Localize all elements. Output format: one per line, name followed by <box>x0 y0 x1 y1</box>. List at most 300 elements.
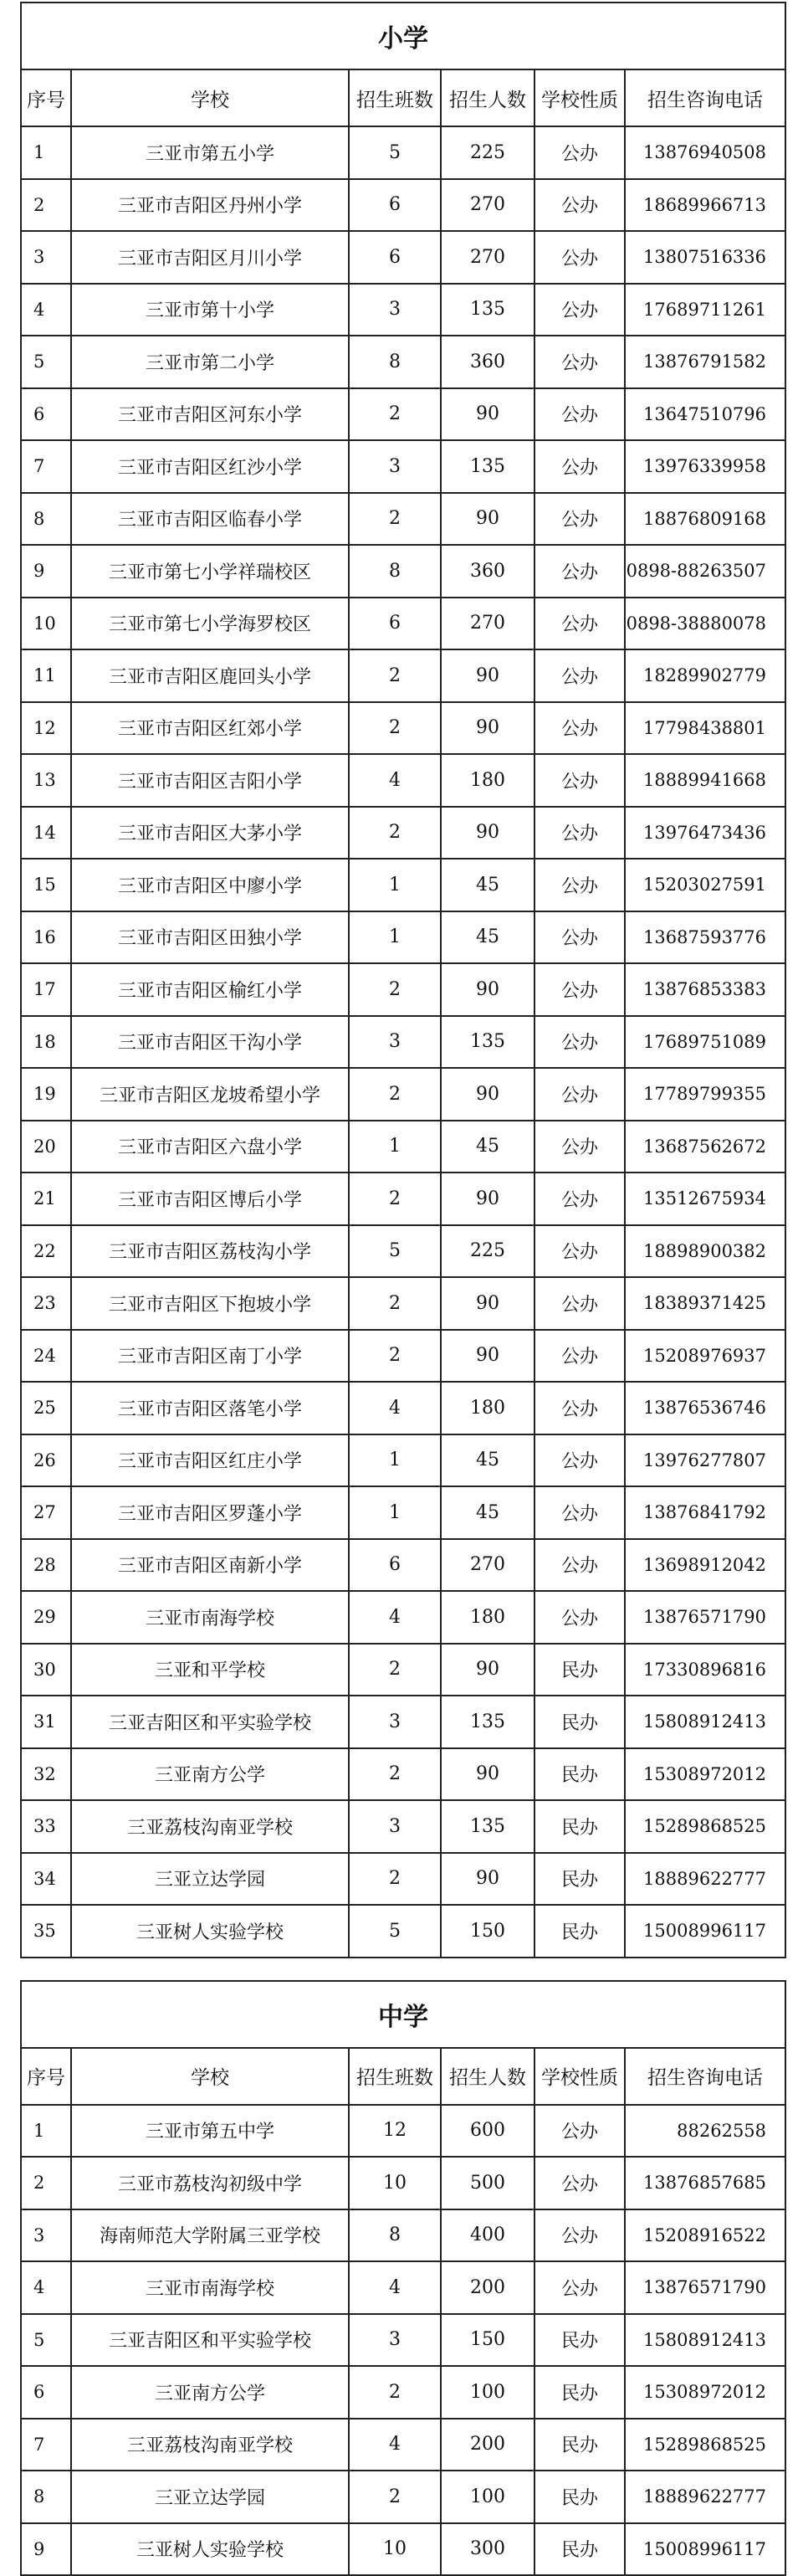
contact-phone: 18689966713 <box>625 179 785 232</box>
row-number: 9 <box>21 2523 71 2576</box>
school-type: 公办 <box>534 807 625 860</box>
header-cell: 学校 <box>71 69 349 126</box>
contact-phone: 17789799355 <box>625 1068 785 1121</box>
school-name: 三亚吉阳区和平实验学校 <box>71 1696 349 1748</box>
contact-phone: 13876857685 <box>625 2157 785 2209</box>
contact-phone: 13512675934 <box>625 1173 785 1225</box>
row-number: 4 <box>21 284 71 336</box>
school-type: 公办 <box>534 336 625 388</box>
primary-school-table <box>20 2 786 1958</box>
row-number: 4 <box>21 2261 71 2314</box>
contact-phone: 18389371425 <box>625 1277 785 1330</box>
class-count: 4 <box>349 2261 441 2314</box>
table-row <box>21 754 785 807</box>
contact-phone: 13647510796 <box>625 388 785 441</box>
class-count: 2 <box>349 1277 441 1330</box>
school-type: 公办 <box>534 231 625 284</box>
table-row <box>21 2314 785 2367</box>
contact-phone: 13876940508 <box>625 126 785 179</box>
contact-phone: 15808912413 <box>625 1696 785 1748</box>
contact-phone: 17689751089 <box>625 1016 785 1069</box>
school-name: 三亚南方公学 <box>71 2366 349 2419</box>
table-row <box>21 911 785 964</box>
student-count: 90 <box>441 1644 534 1696</box>
table-row <box>21 1434 785 1487</box>
row-number: 14 <box>21 807 71 860</box>
row-number: 17 <box>21 963 71 1016</box>
school-type: 公办 <box>534 1225 625 1278</box>
school-name: 三亚市吉阳区罗蓬小学 <box>71 1486 349 1539</box>
class-count: 6 <box>349 598 441 650</box>
school-type: 公办 <box>534 1330 625 1383</box>
school-type: 公办 <box>534 388 625 441</box>
class-count: 10 <box>349 2157 441 2209</box>
row-number: 5 <box>21 336 71 388</box>
table-row <box>21 284 785 336</box>
class-count: 4 <box>349 1382 441 1434</box>
row-number: 11 <box>21 649 71 702</box>
school-type: 公办 <box>534 1539 625 1592</box>
school-name: 三亚市吉阳区鹿回头小学 <box>71 649 349 702</box>
school-name: 三亚市第五中学 <box>71 2105 349 2158</box>
class-count: 2 <box>349 493 441 546</box>
class-count: 2 <box>349 388 441 441</box>
student-count: 270 <box>441 1539 534 1592</box>
school-type: 公办 <box>534 493 625 546</box>
school-type: 公办 <box>534 598 625 650</box>
school-name: 三亚和平学校 <box>71 1644 349 1696</box>
row-number: 6 <box>21 388 71 441</box>
table-row <box>21 859 785 911</box>
table-row <box>21 1905 785 1958</box>
school-name: 三亚树人实验学校 <box>71 1905 349 1958</box>
school-type: 民办 <box>534 2314 625 2367</box>
header-cell: 序号 <box>21 69 71 126</box>
school-name: 三亚立达学园 <box>71 2471 349 2523</box>
header-row <box>21 2048 785 2105</box>
student-count: 135 <box>441 1016 534 1069</box>
table-row <box>21 1853 785 1906</box>
table-row <box>21 807 785 860</box>
row-number: 27 <box>21 1486 71 1539</box>
row-number: 35 <box>21 1905 71 1958</box>
school-name: 三亚市吉阳区龙坡希望小学 <box>71 1068 349 1121</box>
student-count: 45 <box>441 1486 534 1539</box>
table-row <box>21 1225 785 1278</box>
school-type: 公办 <box>534 1173 625 1225</box>
row-number: 30 <box>21 1644 71 1696</box>
class-count: 3 <box>349 1696 441 1748</box>
school-type: 公办 <box>534 1486 625 1539</box>
student-count: 180 <box>441 1382 534 1434</box>
table-row <box>21 388 785 441</box>
student-count: 90 <box>441 1748 534 1801</box>
header-cell: 招生咨询电话 <box>625 69 785 126</box>
school-name: 三亚市第七小学祥瑞校区 <box>71 545 349 598</box>
class-count: 4 <box>349 2419 441 2471</box>
school-type: 公办 <box>534 1591 625 1644</box>
class-count: 4 <box>349 1591 441 1644</box>
student-count: 360 <box>441 545 534 598</box>
table-row <box>21 1591 785 1644</box>
table-row <box>21 1800 785 1853</box>
contact-phone: 13698912042 <box>625 1539 785 1592</box>
table-row <box>21 649 785 702</box>
school-name: 三亚市第二小学 <box>71 336 349 388</box>
class-count: 2 <box>349 1330 441 1383</box>
school-name: 三亚市荔枝沟初级中学 <box>71 2157 349 2209</box>
row-number: 5 <box>21 2314 71 2367</box>
row-number: 6 <box>21 2366 71 2419</box>
contact-phone: 15208976937 <box>625 1330 785 1383</box>
header-cell: 学校性质 <box>534 69 625 126</box>
enrollment-sheet <box>20 2 785 2576</box>
class-count: 3 <box>349 1016 441 1069</box>
school-name: 三亚市吉阳区月川小学 <box>71 231 349 284</box>
row-number: 3 <box>21 2209 71 2262</box>
class-count: 6 <box>349 1539 441 1592</box>
school-name: 三亚立达学园 <box>71 1853 349 1906</box>
section-spacer <box>20 1958 785 1980</box>
row-number: 2 <box>21 179 71 232</box>
student-count: 360 <box>441 336 534 388</box>
class-count: 2 <box>349 1644 441 1696</box>
contact-phone: 13876791582 <box>625 336 785 388</box>
school-name: 三亚市吉阳区红沙小学 <box>71 440 349 493</box>
school-type: 公办 <box>534 911 625 964</box>
student-count: 45 <box>441 859 534 911</box>
class-count: 1 <box>349 911 441 964</box>
contact-phone: 15808912413 <box>625 2314 785 2367</box>
header-cell: 学校性质 <box>534 2048 625 2105</box>
table-row <box>21 126 785 179</box>
class-count: 6 <box>349 231 441 284</box>
school-name: 三亚市吉阳区六盘小学 <box>71 1121 349 1173</box>
table-row <box>21 1016 785 1069</box>
table-row <box>21 1277 785 1330</box>
student-count: 90 <box>441 1853 534 1906</box>
school-type: 公办 <box>534 126 625 179</box>
student-count: 225 <box>441 1225 534 1278</box>
student-count: 90 <box>441 702 534 755</box>
contact-phone: 13976473436 <box>625 807 785 860</box>
class-count: 1 <box>349 1486 441 1539</box>
school-name: 三亚市第七小学海罗校区 <box>71 598 349 650</box>
class-count: 1 <box>349 859 441 911</box>
school-type: 公办 <box>534 1277 625 1330</box>
school-type: 公办 <box>534 1016 625 1069</box>
class-count: 3 <box>349 1800 441 1853</box>
class-count: 2 <box>349 2366 441 2419</box>
school-type: 公办 <box>534 649 625 702</box>
school-name: 三亚市吉阳区榆红小学 <box>71 963 349 1016</box>
row-number: 8 <box>21 493 71 546</box>
student-count: 90 <box>441 807 534 860</box>
school-type: 公办 <box>534 859 625 911</box>
school-name: 三亚市吉阳区大茅小学 <box>71 807 349 860</box>
school-name: 三亚市吉阳区丹州小学 <box>71 179 349 232</box>
class-count: 3 <box>349 440 441 493</box>
student-count: 90 <box>441 1277 534 1330</box>
class-count: 8 <box>349 2209 441 2262</box>
school-type: 民办 <box>534 1644 625 1696</box>
school-type: 民办 <box>534 2419 625 2471</box>
contact-phone: 18889941668 <box>625 754 785 807</box>
school-name: 三亚荔枝沟南亚学校 <box>71 2419 349 2471</box>
contact-phone: 13687562672 <box>625 1121 785 1173</box>
student-count: 45 <box>441 911 534 964</box>
school-name: 三亚市吉阳区吉阳小学 <box>71 754 349 807</box>
school-type: 公办 <box>534 963 625 1016</box>
header-cell: 招生班数 <box>349 2048 441 2105</box>
school-type: 民办 <box>534 2366 625 2419</box>
row-number: 15 <box>21 859 71 911</box>
school-name: 三亚市南海学校 <box>71 2261 349 2314</box>
school-name: 三亚市南海学校 <box>71 1591 349 1644</box>
school-type: 公办 <box>534 179 625 232</box>
student-count: 90 <box>441 388 534 441</box>
header-cell: 招生人数 <box>441 69 534 126</box>
table-row <box>21 2209 785 2262</box>
contact-phone: 18876809168 <box>625 493 785 546</box>
student-count: 135 <box>441 1696 534 1748</box>
header-cell: 招生人数 <box>441 2048 534 2105</box>
table-row <box>21 1486 785 1539</box>
row-number: 3 <box>21 231 71 284</box>
school-name: 三亚市吉阳区博后小学 <box>71 1173 349 1225</box>
school-name: 三亚市吉阳区红庄小学 <box>71 1434 349 1487</box>
table-row <box>21 2523 785 2576</box>
row-number: 20 <box>21 1121 71 1173</box>
table-row <box>21 1068 785 1121</box>
row-number: 24 <box>21 1330 71 1383</box>
contact-phone: 17330896816 <box>625 1644 785 1696</box>
class-count: 12 <box>349 2105 441 2158</box>
table-row <box>21 702 785 755</box>
school-type: 公办 <box>534 2105 625 2158</box>
table-row <box>21 2366 785 2419</box>
class-count: 4 <box>349 754 441 807</box>
school-type: 公办 <box>534 2209 625 2262</box>
row-number: 10 <box>21 598 71 650</box>
table-row <box>21 2157 785 2209</box>
table-row <box>21 963 785 1016</box>
student-count: 400 <box>441 2209 534 2262</box>
contact-phone: 15008996117 <box>625 2523 785 2576</box>
student-count: 135 <box>441 284 534 336</box>
class-count: 2 <box>349 1173 441 1225</box>
class-count: 6 <box>349 179 441 232</box>
school-name: 三亚市吉阳区红郊小学 <box>71 702 349 755</box>
table-row <box>21 179 785 232</box>
student-count: 90 <box>441 1330 534 1383</box>
school-type: 公办 <box>534 754 625 807</box>
contact-phone: 13876841792 <box>625 1486 785 1539</box>
row-number: 21 <box>21 1173 71 1225</box>
student-count: 180 <box>441 754 534 807</box>
row-number: 9 <box>21 545 71 598</box>
school-type: 民办 <box>534 1800 625 1853</box>
section-title: 中学 <box>21 1981 785 2048</box>
row-number: 1 <box>21 2105 71 2158</box>
class-count: 2 <box>349 702 441 755</box>
student-count: 150 <box>441 1905 534 1958</box>
school-name: 三亚树人实验学校 <box>71 2523 349 2576</box>
class-count: 2 <box>349 1853 441 1906</box>
contact-phone: 13807516336 <box>625 231 785 284</box>
class-count: 10 <box>349 2523 441 2576</box>
school-name: 三亚市吉阳区河东小学 <box>71 388 349 441</box>
row-number: 29 <box>21 1591 71 1644</box>
class-count: 2 <box>349 2471 441 2523</box>
contact-phone: 17798438801 <box>625 702 785 755</box>
header-cell: 招生咨询电话 <box>625 2048 785 2105</box>
student-count: 150 <box>441 2314 534 2367</box>
school-type: 公办 <box>534 1121 625 1173</box>
student-count: 180 <box>441 1591 534 1644</box>
school-type: 民办 <box>534 1905 625 1958</box>
student-count: 135 <box>441 1800 534 1853</box>
row-number: 7 <box>21 440 71 493</box>
student-count: 90 <box>441 1068 534 1121</box>
row-number: 19 <box>21 1068 71 1121</box>
row-number: 33 <box>21 1800 71 1853</box>
middle-school-table <box>20 1980 786 2576</box>
class-count: 8 <box>349 545 441 598</box>
row-number: 25 <box>21 1382 71 1434</box>
student-count: 100 <box>441 2366 534 2419</box>
contact-phone: 15308972012 <box>625 2366 785 2419</box>
student-count: 100 <box>441 2471 534 2523</box>
contact-phone: 13876571790 <box>625 1591 785 1644</box>
table-row <box>21 1696 785 1748</box>
header-cell: 序号 <box>21 2048 71 2105</box>
contact-phone: 13687593776 <box>625 911 785 964</box>
school-type: 公办 <box>534 2261 625 2314</box>
row-number: 13 <box>21 754 71 807</box>
school-name: 三亚荔枝沟南亚学校 <box>71 1800 349 1853</box>
student-count: 45 <box>441 1434 534 1487</box>
table-row <box>21 2261 785 2314</box>
contact-phone: 17689711261 <box>625 284 785 336</box>
class-count: 5 <box>349 1225 441 1278</box>
school-type: 公办 <box>534 702 625 755</box>
table-row <box>21 1644 785 1696</box>
school-name: 三亚市吉阳区南新小学 <box>71 1539 349 1592</box>
table-row <box>21 598 785 650</box>
table-row <box>21 1382 785 1434</box>
row-number: 1 <box>21 126 71 179</box>
row-number: 28 <box>21 1539 71 1592</box>
student-count: 90 <box>441 649 534 702</box>
school-type: 公办 <box>534 1068 625 1121</box>
student-count: 90 <box>441 493 534 546</box>
row-number: 12 <box>21 702 71 755</box>
school-name: 三亚市吉阳区下抱坡小学 <box>71 1277 349 1330</box>
student-count: 270 <box>441 231 534 284</box>
student-count: 500 <box>441 2157 534 2209</box>
class-count: 5 <box>349 126 441 179</box>
section-title: 小学 <box>21 3 785 69</box>
row-number: 8 <box>21 2471 71 2523</box>
student-count: 225 <box>441 126 534 179</box>
row-number: 2 <box>21 2157 71 2209</box>
class-count: 1 <box>349 1434 441 1487</box>
row-number: 7 <box>21 2419 71 2471</box>
school-name: 三亚市第十小学 <box>71 284 349 336</box>
table-row <box>21 545 785 598</box>
school-name: 三亚南方公学 <box>71 1748 349 1801</box>
school-type: 公办 <box>534 440 625 493</box>
contact-phone: 18898900382 <box>625 1225 785 1278</box>
table-row <box>21 493 785 546</box>
school-type: 民办 <box>534 1853 625 1906</box>
school-name: 三亚市吉阳区干沟小学 <box>71 1016 349 1069</box>
school-name: 三亚市吉阳区荔枝沟小学 <box>71 1225 349 1278</box>
row-number: 18 <box>21 1016 71 1069</box>
row-number: 23 <box>21 1277 71 1330</box>
school-type: 民办 <box>534 1748 625 1801</box>
school-type: 民办 <box>534 2471 625 2523</box>
school-name: 三亚市第五小学 <box>71 126 349 179</box>
table-row <box>21 2105 785 2158</box>
table-row <box>21 1173 785 1225</box>
contact-phone: 15289868525 <box>625 1800 785 1853</box>
header-cell: 招生班数 <box>349 69 441 126</box>
contact-phone: 15308972012 <box>625 1748 785 1801</box>
row-number: 26 <box>21 1434 71 1487</box>
table-row <box>21 2471 785 2523</box>
row-number: 34 <box>21 1853 71 1906</box>
contact-phone: 18889622777 <box>625 1853 785 1906</box>
class-count: 2 <box>349 1068 441 1121</box>
class-count: 1 <box>349 1121 441 1173</box>
class-count: 3 <box>349 284 441 336</box>
row-number: 16 <box>21 911 71 964</box>
class-count: 3 <box>349 2314 441 2367</box>
student-count: 200 <box>441 2261 534 2314</box>
row-number: 22 <box>21 1225 71 1278</box>
student-count: 270 <box>441 598 534 650</box>
contact-phone: 88262558 <box>625 2105 785 2158</box>
school-type: 公办 <box>534 284 625 336</box>
header-cell: 学校 <box>71 2048 349 2105</box>
school-name: 三亚市吉阳区田独小学 <box>71 911 349 964</box>
class-count: 5 <box>349 1905 441 1958</box>
school-name: 三亚市吉阳区南丁小学 <box>71 1330 349 1383</box>
table-row <box>21 336 785 388</box>
school-type: 公办 <box>534 1382 625 1434</box>
row-number: 32 <box>21 1748 71 1801</box>
contact-phone: 13876853383 <box>625 963 785 1016</box>
class-count: 2 <box>349 963 441 1016</box>
contact-phone: 15289868525 <box>625 2419 785 2471</box>
school-type: 公办 <box>534 545 625 598</box>
contact-phone: 13876571790 <box>625 2261 785 2314</box>
student-count: 45 <box>441 1121 534 1173</box>
contact-phone: 15208916522 <box>625 2209 785 2262</box>
header-row <box>21 69 785 126</box>
student-count: 300 <box>441 2523 534 2576</box>
class-count: 2 <box>349 649 441 702</box>
student-count: 200 <box>441 2419 534 2471</box>
contact-phone: 15008996117 <box>625 1905 785 1958</box>
contact-phone: 0898-38880078 <box>625 598 785 650</box>
contact-phone: 18889622777 <box>625 2471 785 2523</box>
student-count: 600 <box>441 2105 534 2158</box>
contact-phone: 13876536746 <box>625 1382 785 1434</box>
table-row <box>21 1121 785 1173</box>
